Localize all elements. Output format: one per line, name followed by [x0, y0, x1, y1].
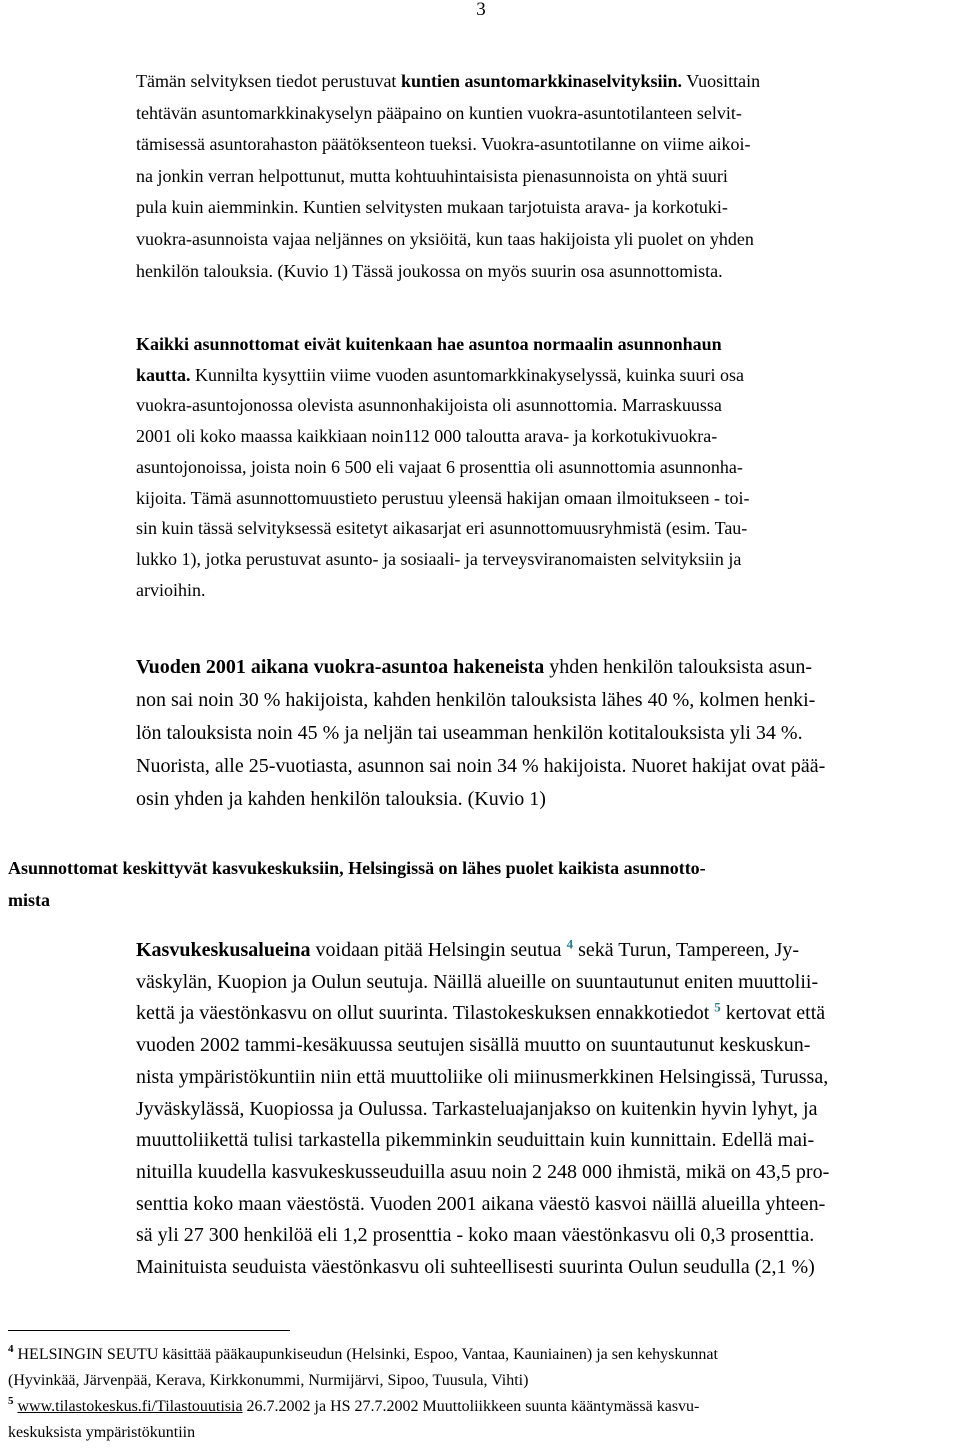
footnotes	[8, 1342, 718, 1446]
heading-line: Asunnottomat keskittyvät kasvukeskuksiin, Helsingissä on lähes puolet kaikista asunnotto-	[8, 858, 706, 878]
text-line: kijoita. Tämä asunnottomuustieto perustuu yleensä hakijan omaan ilmoitukseen - toi-	[136, 487, 750, 508]
page-number: 3	[476, 0, 486, 20]
text-line: muuttoliikettä tulisi tarkastella pikemminkin seuduittain kuin kunnittain. Edellä mai-	[136, 1129, 815, 1152]
text-line	[136, 66, 760, 98]
footnote-4	[8, 1342, 718, 1368]
footnote-5-cont: keskuksista ympäristökuntiin	[8, 1424, 196, 1441]
text-line: lön talouksista noin 45 % ja neljän tai useamman henkilön kotitalouksista yli 34 %.	[136, 722, 803, 744]
statistics-finland-link[interactable]: www.tilastokeskus.fi/Tilastouutisia	[17, 1398, 243, 1415]
text-run: Kunnilta kysyttiin viime vuoden asuntomarkkinakyselyssä, kuinka suuri osa	[190, 364, 744, 385]
text-run: kertovat että	[720, 1002, 826, 1025]
heading-line: mista	[8, 890, 50, 910]
footnote-text: HELSINGIN SEUTU käsittää pääkaupunkiseudun (Helsinki, Espoo, Vantaa, Kauniainen) ja sen kehyskunnat	[13, 1346, 718, 1363]
text-line: osin yhden ja kahden henkilön talouksia. (Kuvio 1)	[136, 788, 546, 810]
text-line: senttia koko maan väestöstä. Vuoden 2001 aikana väestö kasvoi näillä alueilla yhteen-	[136, 1192, 826, 1215]
text-line: 2001 oli koko maassa kaikkiaan noin112 000 taloutta arava- ja korkotukivuokra-	[136, 426, 718, 447]
text-line: lukko 1), jotka perustuvat asunto- ja sosiaali- ja terveysviranomaisten selvityksiin ja	[136, 548, 742, 569]
text-line	[136, 360, 750, 391]
text-run: sekä Turun, Tampereen, Jy-	[573, 939, 800, 961]
footnote-ref-5[interactable]: 5	[714, 999, 721, 1015]
text-line	[136, 651, 825, 684]
text-line: Mainituista seuduista väestönkasvu oli suhteellisesti suurinta Oulun seudulla (2,1 %)	[136, 1256, 815, 1279]
emphasis-text: Vuoden 2001 aikana vuokra-asuntoa hakeneista	[136, 656, 545, 678]
emphasis-text: kuntien asuntomarkkinaselvityksiin.	[400, 71, 683, 91]
text-run: kettä ja väestönkasvu on ollut suurinta. Tilastokeskuksen ennakkotiedot	[136, 1002, 715, 1025]
text-line: tehtävän asuntomarkkinakyselyn pääpaino on kuntien vuokra-asuntotilanteen selvit-	[136, 102, 742, 123]
text-line: vuokra-asuntojonossa olevista asunnonhakijoista oli asunnottomia. Marraskuussa	[136, 395, 722, 416]
text-line: henkilön talouksia. (Kuvio 1) Tässä joukossa on myös suurin osa asunnottomista.	[136, 260, 723, 281]
text-line: vuoden 2002 tammi-kesäkuussa seutujen sisällä muutto on suuntautunut keskuskun-	[136, 1034, 811, 1057]
paragraph-homeless-applicants	[136, 329, 750, 605]
text-line: arvioihin.	[136, 579, 206, 600]
paragraph-growth-centres	[136, 935, 829, 1284]
text-line	[136, 998, 829, 1030]
text-run: yhden henkilön talouksista asun-	[544, 656, 812, 678]
text-line: vuokra-asunnoista vajaa neljännes on yksiöitä, kun taas hakijoista yli puolet on yhden	[136, 228, 754, 249]
emphasis-text: kautta.	[136, 364, 191, 385]
text-line: asuntojonoissa, joista noin 6 500 eli vajaat 6 prosenttia oli asunnottomia asunnonha-	[136, 456, 743, 477]
paragraph-intro	[136, 66, 760, 287]
emphasis-text: Kasvukeskusalueina	[136, 939, 311, 961]
footnote-marker: 5	[8, 1394, 14, 1407]
text-line: Jyväskylässä, Kuopiossa ja Oulussa. Tarkasteluajanjakso on kuitenkin hyvin lyhyt, ja	[136, 1097, 818, 1120]
text-line: non sai noin 30 % hakijoista, kahden henkilön talouksista lähes 40 %, kolmen henki-	[136, 689, 816, 711]
emphasis-text: Kaikki asunnottomat eivät kuitenkaan hae asuntoa normaalin asunnonhaun	[136, 334, 722, 354]
text-line: nista ympäristökuntiin niin että muuttoliike oli miinusmerkkinen Helsingissä, Turussa,	[136, 1065, 829, 1088]
paragraph-applicants-2001	[136, 651, 825, 816]
footnote-text: 26.7.2002 ja HS 27.7.2002 Muuttoliikkeen suunta kääntymässä kasvu-	[242, 1398, 700, 1415]
text-line	[136, 329, 750, 360]
text-line: Nuorista, alle 25-vuotiasta, asunnon sai noin 34 % hakijoista. Nuoret hakijat ovat pää-	[136, 755, 826, 777]
section-heading	[8, 852, 706, 916]
footnote-4-cont: (Hyvinkää, Järvenpää, Kerava, Kirkkonummi, Nurmijärvi, Sipoo, Tuusula, Vihti)	[8, 1372, 529, 1389]
footnote-marker: 4	[8, 1342, 14, 1355]
text-line: sin kuin tässä selvityksessä esitetyt aikasarjat eri asunnottomuusryhmistä (esim. Tau-	[136, 518, 748, 539]
text-line: pula kuin aiemminkin. Kuntien selvitysten mukaan tarjotuista arava- ja korkotuki-	[136, 197, 728, 218]
footnote-divider	[8, 1330, 290, 1331]
text-line: väskylän, Kuopion ja Oulun seutuja. Näillä alueille on suuntautunut eniten muuttolii-	[136, 970, 819, 993]
text-run: Tämän selvityksen tiedot perustuvat	[136, 71, 401, 91]
text-run: Vuosittain	[682, 71, 761, 91]
text-run: voidaan pitää Helsingin seutua	[310, 939, 567, 961]
text-line: sä yli 27 300 henkilöä eli 1,2 prosenttia - koko maan väestönkasvu oli 0,3 prosenttia.	[136, 1224, 815, 1247]
text-line	[136, 935, 829, 967]
text-line: nituilla kuudella kasvukeskusseuduilla asuu noin 2 248 000 ihmistä, mikä on 43,5 pro-	[136, 1160, 830, 1183]
footnote-5	[8, 1394, 718, 1420]
text-line: tämisessä asuntorahaston päätöksenteon tueksi. Vuokra-asuntotilanne on viime aikoi-	[136, 134, 751, 155]
footnote-ref-4[interactable]: 4	[566, 936, 574, 952]
text-line: na jonkin verran helpottunut, mutta kohtuuhintaisista pienasunnoista on yhtä suuri	[136, 165, 728, 186]
